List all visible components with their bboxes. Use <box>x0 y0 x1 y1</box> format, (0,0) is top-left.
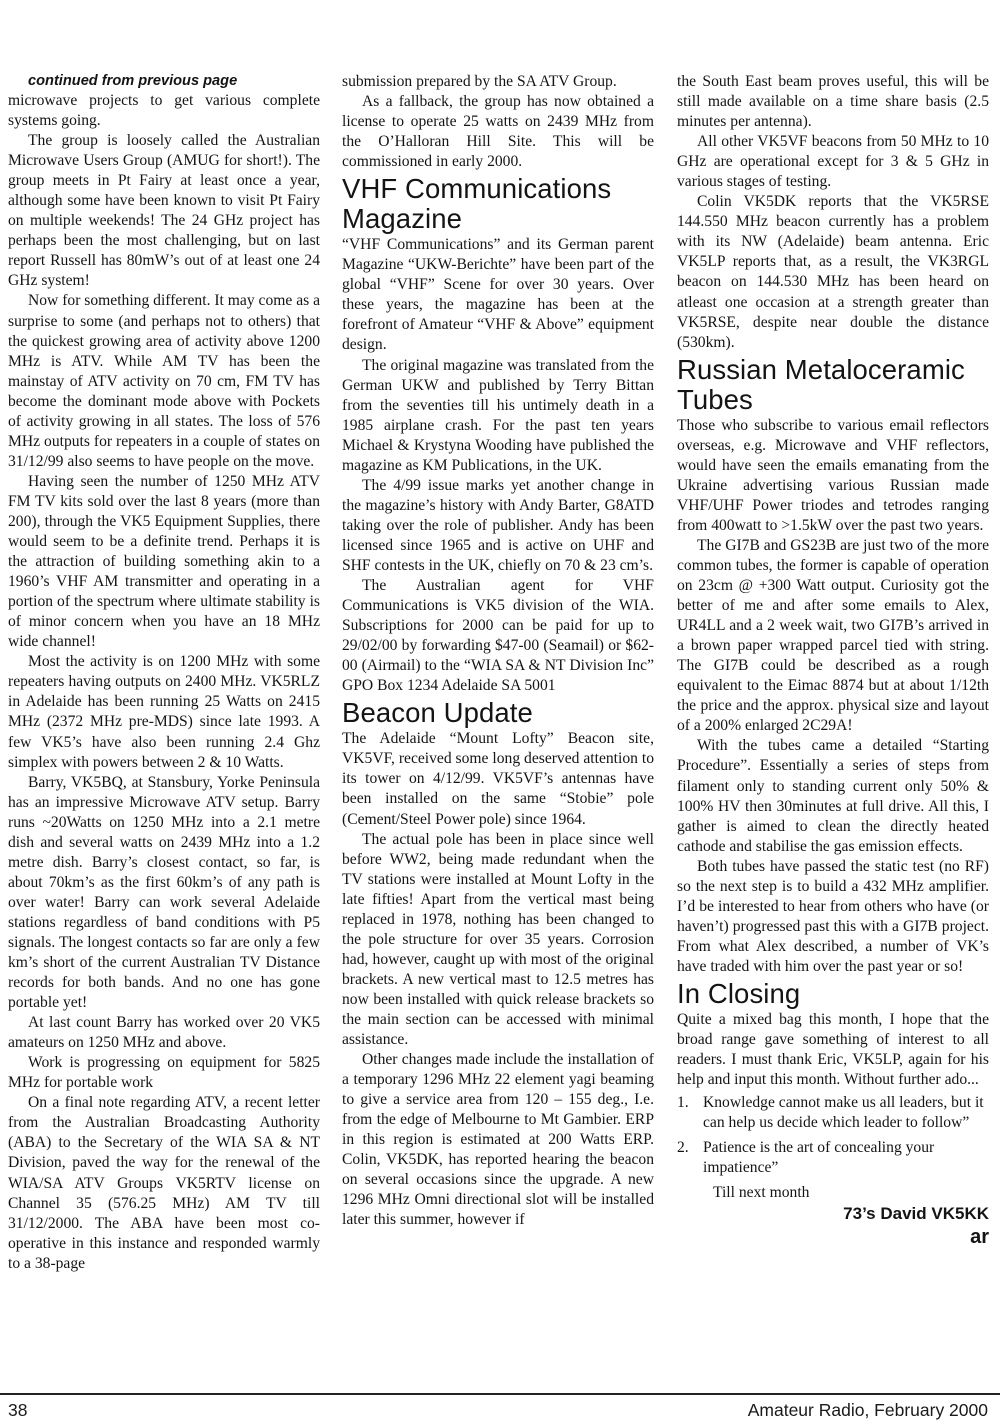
paragraph: Having seen the number of 1250 MHz ATV FM TV kits sold over the last 8 years (more than 200), through the VK5 Equipment Supplies, there would seem to be a definite trend. Perhaps it is the attraction of building something akin to a 1960’s VHF AM transmitter and operating in a portion of the spectrum where ultimate stability is of minor concern when you have an 18 MHz wide channel! <box>8 472 320 651</box>
quote-text: Knowledge cannot make us all leaders, but it can help us decide which leader to follow” <box>703 1094 984 1132</box>
paragraph: With the tubes came a detailed “Starting Procedure”. Essentially a series of steps from filament only to standing current only 50% & 100% HV then 30minutes at full drive. All this, I gather is aimed to clean the directly heated cathode and stabilise the gas emission effects. <box>677 737 989 855</box>
paragraph: submission prepared by the SA ATV Group. <box>342 73 617 90</box>
heading-vhf-communications: VHF Communications Magazine <box>342 173 612 235</box>
list-item <box>677 1093 989 1133</box>
paragraph: Quite a mixed bag this month, I hope that the broad range gave something of interest to all readers. I must thank Eric, VK5LP, again for his help and input this month. Without further ado... <box>677 1010 989 1089</box>
page-number: 38 <box>8 1400 28 1420</box>
paragraph: At last count Barry has worked over 20 VK5 amateurs on 1250 MHz and above. <box>8 1014 320 1052</box>
paragraph: On a final note regarding ATV, a recent letter from the Australian Broadcasting Authority (ABA) to the Secretary of the WIA SA & NT Division, paved the way for the renewal of the WIA/SA ATV Groups VK5RTV license on Channel 35 (576.25 MHz) AM TV till 31/12/2000. The ABA have been most co-operative in this instance and responded warmly to a 38-page <box>8 1094 320 1272</box>
list-number: 1. <box>677 1094 689 1112</box>
paragraph: the South East beam proves useful, this will be still made available on a time share basis (2.5 minutes per antenna). <box>677 73 989 131</box>
list-item <box>677 1138 989 1178</box>
column-1 <box>8 72 320 1274</box>
paragraph: The Adelaide “Mount Lofty” Beacon site, VK5VF, received some long deserved attention to its tower on 4/12/99. VK5VF’s antennas have been installed on the same “Stobie” pole (Cement/Steel Power pole) since 1964. <box>342 730 654 828</box>
continued-label: continued from previous page <box>28 73 238 89</box>
column-3 <box>677 72 989 1249</box>
quote-text: Patience is the art of concealing your impatience” <box>703 1139 935 1177</box>
paragraph: The 4/99 issue marks yet another change in the magazine’s history with Andy Barter, G8ATD taking over the role of publisher. Andy has been licensed since 1965 and is active on UHF and SHF contests in the UK, chiefly on 70 & 23 cm’s. <box>342 476 654 574</box>
paragraph: Both tubes have passed the static test (no RF) so the next step is to build a 432 MHz amplifier. I’d be interested to hear from others who have (or haven’t) progressed past this with a GI7B project. From what Alex described, a number of VK’s have traded with him over the past year or so! <box>677 857 989 975</box>
paragraph: “VHF Communications” and its German parent Magazine “UKW-Berichte” have been part of the global “VHF” Scene for over 30 years. Over these years, the magazine has been at the forefront of Amateur “VHF & Above” equipment design. <box>342 236 654 354</box>
paragraph: Work is progressing on equipment for 5825 MHz for portable work <box>8 1054 320 1092</box>
paragraph: All other VK5VF beacons from 50 MHz to 10 GHz are operational except for 3 & 5 GHz in various stages of testing. <box>677 133 989 191</box>
heading-russian-tubes: Russian Metaloceramic Tubes <box>677 353 965 415</box>
footer-divider <box>0 1393 1000 1395</box>
paragraph: As a fallback, the group has now obtained a license to operate 25 watts on 2439 MHz from the O’Halloran Hill Site. This will be commissioned in early 2000. <box>342 93 654 171</box>
signature: 73’s David VK5KK <box>843 1204 989 1224</box>
paragraph: Barry, VK5BQ, at Stansbury, Yorke Peninsula has an impressive Microwave ATV setup. Barry runs ~20Watts on 1250 MHz into a 2.1 metre dish and several watts on 2439 MHz into a 1.2 metre dish. Barry’s closest contact, so far, is about 70km’s as the first 60km’s of any path is over water! Barry can work several Adelaide stations regardless of band conditions with P5 signals. The longest contacts so far are only a few km’s short of the current Australian TV Distance records for both bands. And no one has gone portable yet! <box>8 773 320 1012</box>
paragraph: The GI7B and GS23B are just two of the more common tubes, the former is capable of operation on 23cm @ +300 Watt output. Curiosity got the better of me and after some emails to Alex, UR4LL and a 2 week wait, two GI7B’s arrived in a brown paper wrapped parcel tied with string. The GI7B could be described as a rough equivalent to the Eimac 8874 but at about 1/12th the price and the approx. physical size and layout of a 200% enlarged 2C29A! <box>677 536 989 735</box>
quote-list <box>677 1093 989 1178</box>
paragraph: The group is loosely called the Australian Microwave Users Group (AMUG for short!). The group meets in Pt Fairy at least once a year, although some have been known to visit Pt Fairy on multiple weekends! The 24 GHz project has perhaps been the most challenging, but on last report Russell has 80mW’s out of at least one 24 GHz system! <box>8 132 320 290</box>
column-2 <box>342 72 654 1230</box>
paragraph: Other changes made include the installation of a temporary 1296 MHz 22 element yagi beaming to give a service area from 120 – 155 deg., I.e. from the edge of Melbourne to Mt Gambier. ERP in this region is estimated at 200 Watts ERP. Colin, VK5DK, has reported hearing the beacon on several occasions since the upgrade. A new 1296 MHz Omni directional slot will be installed later this summer, however if <box>342 1051 654 1229</box>
heading-beacon-update: Beacon Update <box>342 697 533 729</box>
heading-in-closing: In Closing <box>677 977 801 1009</box>
paragraph: Those who subscribe to various email reflectors overseas, e.g. Microwave and VHF reflectors, would have seen the emails emanating from the Ukraine advertising various Russian made VHF/UHF Power triodes and tetrodes ranging from 400watt to >1.5kW over the past two years. <box>677 416 989 534</box>
footer-title: Amateur Radio, February 2000 <box>747 1400 988 1420</box>
paragraph: Colin VK5DK reports that the VK5RSE 144.550 MHz beacon currently has a problem with its NW (Adelaide) beam antenna. Eric VK5LP reports that, as a result, the VK3RGL beacon on 144.530 MHz has been heard on atleast one occasion at a strength greater than VK5RSE, despite near double the distance (530km). <box>677 193 989 351</box>
paragraph: The Australian agent for VHF Communications is VK5 division of the WIA. Subscriptions for 2000 can be paid for up to 29/02/00 by forwarding $47-00 (Seamail) or $62-00 (Airmail) to the “WIA SA & NT Division Inc” GPO Box 1234 Adelaide SA 5001 <box>342 577 654 695</box>
paragraph: microwave projects to get various complete systems going. <box>8 92 320 130</box>
paragraph: Now for something different. It may come as a surprise to some (and perhaps not to others) that the quickest growing area of activity above 1200 MHz is ATV. While AM TV has been the mainstay of ATV activity on 70 cm, FM TV has become the dominant mode above with Pockets of activity growing in all states. The loss of 576 MHz outputs for repeaters in a couple of states on 31/12/99 also seems to have people on the move. <box>8 292 321 470</box>
paragraph: The actual pole has been in place since well before WW2, being made redundant when the TV stations were installed at Mount Lofty in the late fifties! Apart from the vertical mast being replaced in 1978, nothing has been changed to the pole structure for over 35 years. Corrosion had, however, caught up with most of the original brackets. A new vertical mast to 12.5 metres has now been installed with quick release brackets so the main section can be accessed with minimal assistance. <box>342 830 654 1049</box>
sign-off-line: Till next month <box>713 1184 810 1202</box>
list-number: 2. <box>677 1139 689 1157</box>
ar-mark: ar <box>970 1226 989 1249</box>
paragraph: Most the activity is on 1200 MHz with some repeaters having outputs on 2400 MHz. VK5RLZ in Adelaide has been running 25 Watts on 2415 MHz (2372 MHz pre-MDS) since late 1993. A few VK5’s have also been running 2.4 Ghz simplex with powers between 2 & 10 Watts. <box>8 653 320 771</box>
paragraph: The original magazine was translated from the German UKW and published by Terry Bittan from the seventies till his untimely death in a 1985 airplane crash. For the past ten years Michael & Krystyna Wooding have published the magazine as KM Publications, in the UK. <box>342 356 654 474</box>
